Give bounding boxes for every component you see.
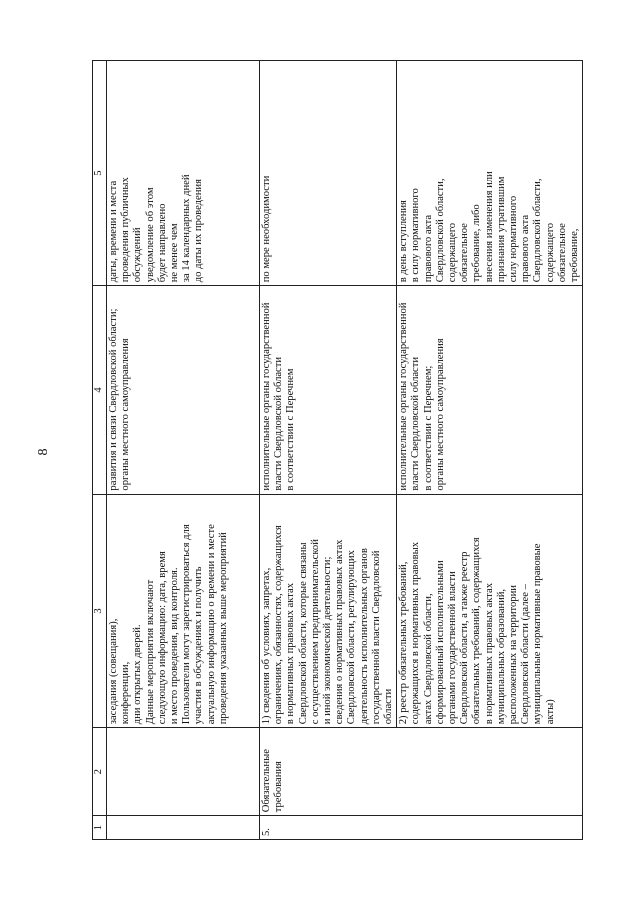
document-table xyxy=(92,60,583,840)
header-cell-5: 5 xyxy=(93,61,107,286)
table-row-continued xyxy=(107,61,260,840)
cont-cell-name xyxy=(107,728,260,816)
table-header-row xyxy=(93,61,107,840)
row5-sub1-deadline: по мере необходимости xyxy=(260,61,397,286)
header-cell-3: 3 xyxy=(93,494,107,728)
table-row-5-part-1 xyxy=(260,61,397,840)
row5-sub2-deadline: в день вступления в силу нормативного правового акта Свердловской области, содержащего обязательное требование, либо внесения изменения или признания утратившим силу нормативного правового акта Свердловской области, содержащего обязательное требование, xyxy=(397,61,583,286)
cont-cell-number xyxy=(107,816,260,840)
page-number: 8 xyxy=(36,448,51,456)
header-cell-4: 4 xyxy=(93,286,107,494)
cont-cell-deadline: даты, времени и места проведения публичных обсуждений уведомление об этом будет направлено не менее чем за 14 календарных дней до даты их проведения xyxy=(107,61,260,286)
cont-cell-responsible: развития и связи Свердловской области; органы местного самоуправления xyxy=(107,286,260,494)
row5-sub1-responsible: исполнительные органы государственной власти Свердловской области в соответствии с Перечнем xyxy=(260,286,397,494)
header-cell-1: 1 xyxy=(93,816,107,840)
row5-number: 5. xyxy=(260,816,583,840)
row5-name: Обязательные требования xyxy=(260,728,583,816)
cont-cell-content: заседания (совещания), конференции, дни открытых дверей. Данные мероприятия включают следующую информацию: дата, время и место проведения, вид контроля. Пользователи могут зарегистрироваться для участия в обсуждениях и получить актуальную информацию о времени и месте проведения указанных выше мероприятий xyxy=(107,494,260,728)
table-row-5-part-2 xyxy=(397,61,583,840)
header-cell-2: 2 xyxy=(93,728,107,816)
rotated-page-content xyxy=(92,60,617,840)
row5-sub2-responsible: исполнительные органы государственной власти Свердловской области в соответствии с Перечнем; органы местного самоуправления xyxy=(397,286,583,494)
row5-sub2-content: 2) реестр обязательных требований, содержащихся в нормативных правовых актах Свердловской области, сформированный исполнительными органами государственной власти Свердловской области, а также реестр обязательных требований, содержащихся в нормативных правовых актах муниципальных образований, расположенных на территории Свердловской области (далее – муниципальные нормативные правовые акты) xyxy=(397,494,583,728)
row5-sub1-content: 1) сведения об условиях, запретах, ограничениях, обязанностях, содержащихся в нормативных правовых актах Свердловской области, которые связаны с осуществлением предпринимательской и иной экономической деятельности; сведения о нормативных правовых актах Свердловской области, регулирующих деятельность исполнительных органов государственной власти Свердловской области xyxy=(260,494,397,728)
